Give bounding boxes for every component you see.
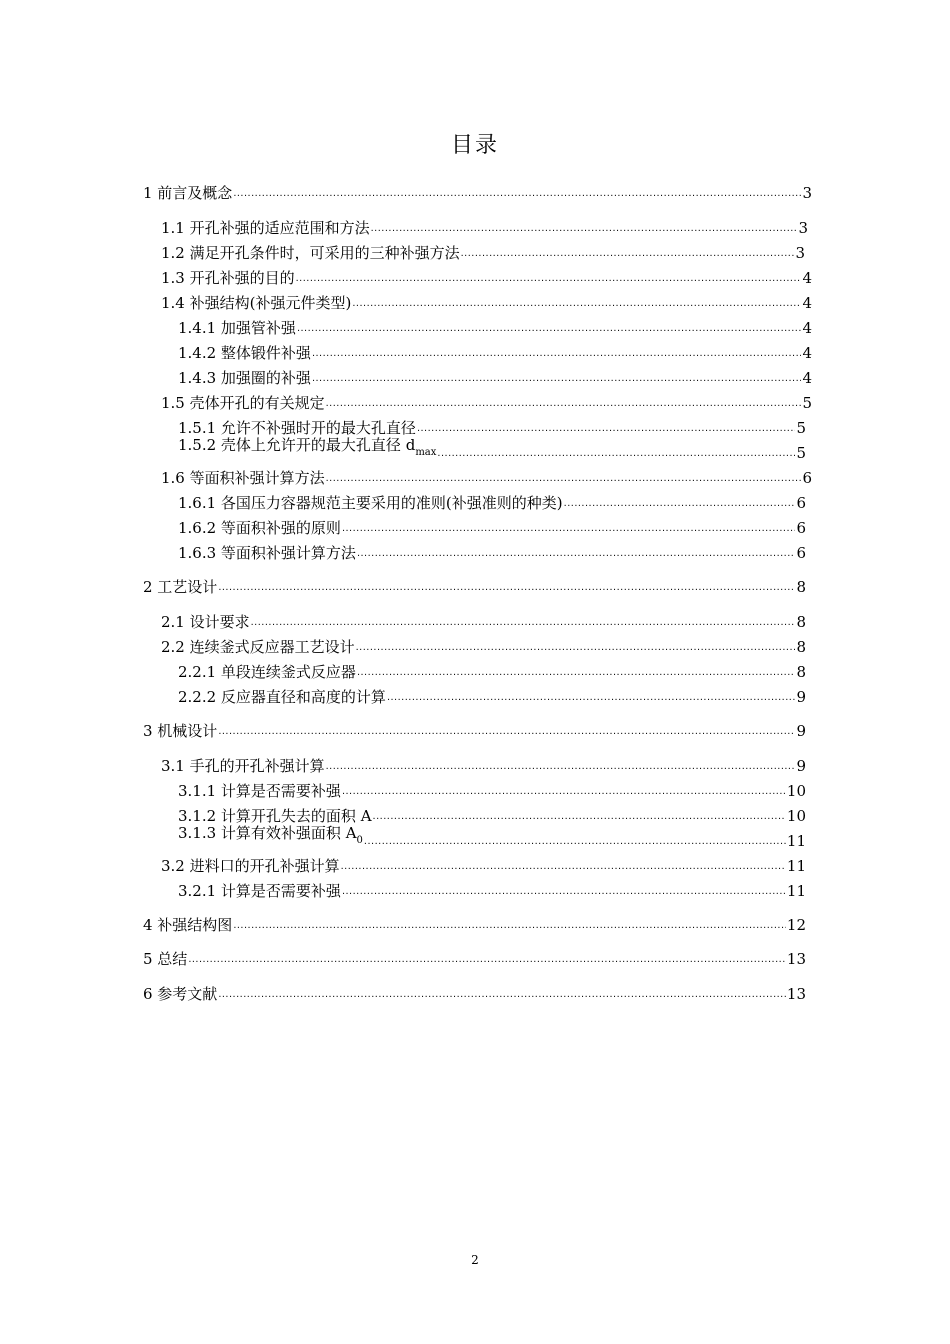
toc-entry-page-number: 4: [802, 369, 812, 387]
toc-entry-label: 4 补强结构图: [143, 916, 233, 934]
toc-leader-dots: [341, 859, 786, 873]
toc-entry-label: 3.2 进料口的开孔补强计算: [161, 857, 340, 875]
toc-entry-page-number: 6: [796, 494, 806, 512]
toc-entry-label: 1.4.3 加强圈的补强: [178, 369, 311, 387]
toc-entry[interactable]: [161, 292, 812, 314]
toc-entry-label: 3.1 手孔的开孔补强计算: [161, 757, 325, 775]
toc-entry-page-number: 5: [796, 444, 806, 462]
toc-leader-dots: [218, 987, 786, 1001]
toc-entry[interactable]: [178, 317, 812, 339]
toc-leader-dots: [188, 952, 786, 966]
toc-entry-label: 1.1 开孔补强的适应范围和方法: [161, 219, 370, 237]
toc-entry[interactable]: [178, 824, 806, 852]
toc-entry-label: 1.5 壳体开孔的有关规定: [161, 394, 325, 412]
toc-leader-dots: [417, 421, 796, 435]
toc-entry[interactable]: [143, 576, 806, 598]
toc-entry-page-number: 3: [798, 219, 808, 237]
toc-entry[interactable]: [178, 542, 806, 564]
toc-entry-page-number: 4: [802, 294, 812, 312]
toc-entry-page-number: 6: [796, 544, 806, 562]
toc-entry-label: 2.2.1 单段连续釜式反应器: [178, 663, 356, 681]
toc-entry-page-number: 6: [802, 469, 812, 487]
toc-entry-label: 3.1.1 计算是否需要补强: [178, 782, 341, 800]
toc-entry-page-number: 5: [796, 419, 806, 437]
toc-entry-page-number: 8: [796, 638, 806, 656]
toc-leader-dots: [564, 496, 796, 510]
toc-entry-page-number: 5: [802, 394, 812, 412]
toc-entry-label: 6 参考文献: [143, 985, 218, 1003]
toc-leader-dots: [371, 221, 798, 235]
toc-leader-dots: [233, 186, 801, 200]
toc-entry-subscript: max: [415, 447, 437, 458]
toc-leader-dots: [326, 759, 796, 773]
toc-entry[interactable]: [161, 267, 812, 289]
toc-entry[interactable]: [178, 367, 812, 389]
toc-entry-label: 1.4 补强结构(补强元件类型): [161, 294, 352, 312]
toc-entry-page-number: 3: [802, 184, 812, 202]
toc-entry-label: 1.5.1 允许不补强时开的最大孔直径: [178, 419, 416, 437]
toc-leader-dots: [437, 446, 795, 460]
toc-entry[interactable]: [178, 342, 812, 364]
toc-entry[interactable]: [143, 948, 806, 970]
toc-leader-dots: [461, 246, 795, 260]
toc-entry-page-number: 10: [786, 807, 806, 825]
toc-leader-dots: [357, 665, 796, 679]
toc-entry-label: 1.4.1 加强管补强: [178, 319, 296, 337]
toc-entry[interactable]: [143, 720, 806, 742]
toc-entry-label: 3 机械设计: [143, 722, 218, 740]
toc-entry[interactable]: [161, 242, 805, 264]
toc-entry-label: 1 前言及概念: [143, 184, 233, 202]
toc-leader-dots: [342, 521, 796, 535]
toc-leader-dots: [326, 471, 802, 485]
toc-entry[interactable]: [161, 636, 806, 658]
toc-entry[interactable]: [143, 914, 806, 936]
toc-entry[interactable]: [161, 392, 812, 414]
toc-leader-dots: [326, 396, 802, 410]
toc-entry[interactable]: [161, 855, 806, 877]
toc-entry-label: 3.1.3 计算有效补强面积 $A_0$: [178, 824, 363, 846]
toc-entry-page-number: 6: [796, 519, 806, 537]
toc-leader-dots: [297, 321, 802, 335]
toc-leader-dots: [356, 640, 796, 654]
toc-title: 目录: [450, 133, 499, 158]
toc-entry[interactable]: [178, 661, 806, 683]
toc-entry-page-number: 11: [786, 857, 806, 875]
toc-entry-page-number: 9: [796, 722, 806, 740]
toc-entry-subscript: 0: [356, 835, 363, 846]
page-number: 2: [471, 1253, 479, 1267]
toc-entry-label: 2.1 设计要求: [161, 613, 250, 631]
toc-entry-label: 1.6.3 等面积补强计算方法: [178, 544, 356, 562]
toc-entry-page-number: 9: [796, 688, 806, 706]
toc-entry-page-number: 4: [802, 344, 812, 362]
toc-leader-dots: [387, 690, 796, 704]
toc-entry-label: 1.6 等面积补强计算方法: [161, 469, 325, 487]
toc-leader-dots: [251, 615, 796, 629]
toc-entry[interactable]: [143, 983, 806, 1005]
toc-entry-page-number: 11: [786, 882, 806, 900]
toc-leader-dots: [218, 724, 795, 738]
toc-leader-dots: [364, 834, 786, 848]
toc-entry-page-number: 8: [796, 578, 806, 596]
toc-leader-dots: [352, 296, 801, 310]
toc-entry[interactable]: [161, 217, 808, 239]
toc-leader-dots: [218, 580, 795, 594]
toc-entry-label: 2.2 连续釜式反应器工艺设计: [161, 638, 355, 656]
toc-leader-dots: [312, 371, 802, 385]
toc-entry-page-number: 8: [796, 613, 806, 631]
toc-entry[interactable]: [178, 686, 806, 708]
toc-entry-page-number: 8: [796, 663, 806, 681]
toc-entry-page-number: 13: [786, 950, 806, 968]
toc-entry-label: 3.1.2 计算开孔失去的面积 A: [178, 807, 372, 825]
toc-entry-page-number: 4: [802, 269, 812, 287]
toc-entry[interactable]: [161, 755, 806, 777]
toc-entry[interactable]: [161, 611, 806, 633]
toc-entry[interactable]: [178, 517, 806, 539]
toc-leader-dots: [312, 346, 802, 360]
toc-entry-page-number: 12: [786, 916, 806, 934]
toc-entry-page-number: 4: [802, 319, 812, 337]
toc-leader-dots: [373, 809, 786, 823]
toc-leader-dots: [233, 918, 786, 932]
toc-entry-label: 3.2.1 计算是否需要补强: [178, 882, 341, 900]
toc-entry[interactable]: [161, 467, 812, 489]
toc-leader-dots: [342, 784, 786, 798]
toc-entry-label: 1.6.2 等面积补强的原则: [178, 519, 341, 537]
toc-entry[interactable]: [143, 182, 812, 204]
toc-entry[interactable]: [178, 492, 806, 514]
toc-entry-page-number: 9: [796, 757, 806, 775]
toc-leader-dots: [342, 884, 786, 898]
toc-entry-page-number: 11: [786, 832, 806, 850]
toc-entry-label: 5 总结: [143, 950, 188, 968]
toc-entry-page-number: 13: [786, 985, 806, 1003]
toc-entry-label: 1.3 开孔补强的目的: [161, 269, 295, 287]
toc-leader-dots: [357, 546, 796, 560]
toc-entry[interactable]: [178, 880, 806, 902]
toc-entry-page-number: 3: [795, 244, 805, 262]
toc-entry-label: 1.2 满足开孔条件时，可采用的三种补强方法: [161, 244, 460, 262]
toc-entry-page-number: 10: [786, 782, 806, 800]
toc-entry-label: 1.6.1 各国压力容器规范主要采用的准则(补强准则的种类): [178, 494, 563, 512]
toc-entry-label: 1.4.2 整体锻件补强: [178, 344, 311, 362]
toc-entry-label: 1.5.2 壳体上允许开的最大孔直径 $d_{max}$: [178, 436, 437, 458]
toc-entry[interactable]: [178, 780, 806, 802]
toc-entry[interactable]: [178, 436, 806, 464]
toc-entry-label: 2.2.2 反应器直径和高度的计算: [178, 688, 386, 706]
toc-leader-dots: [296, 271, 802, 285]
toc-entry-label: 2 工艺设计: [143, 578, 218, 596]
